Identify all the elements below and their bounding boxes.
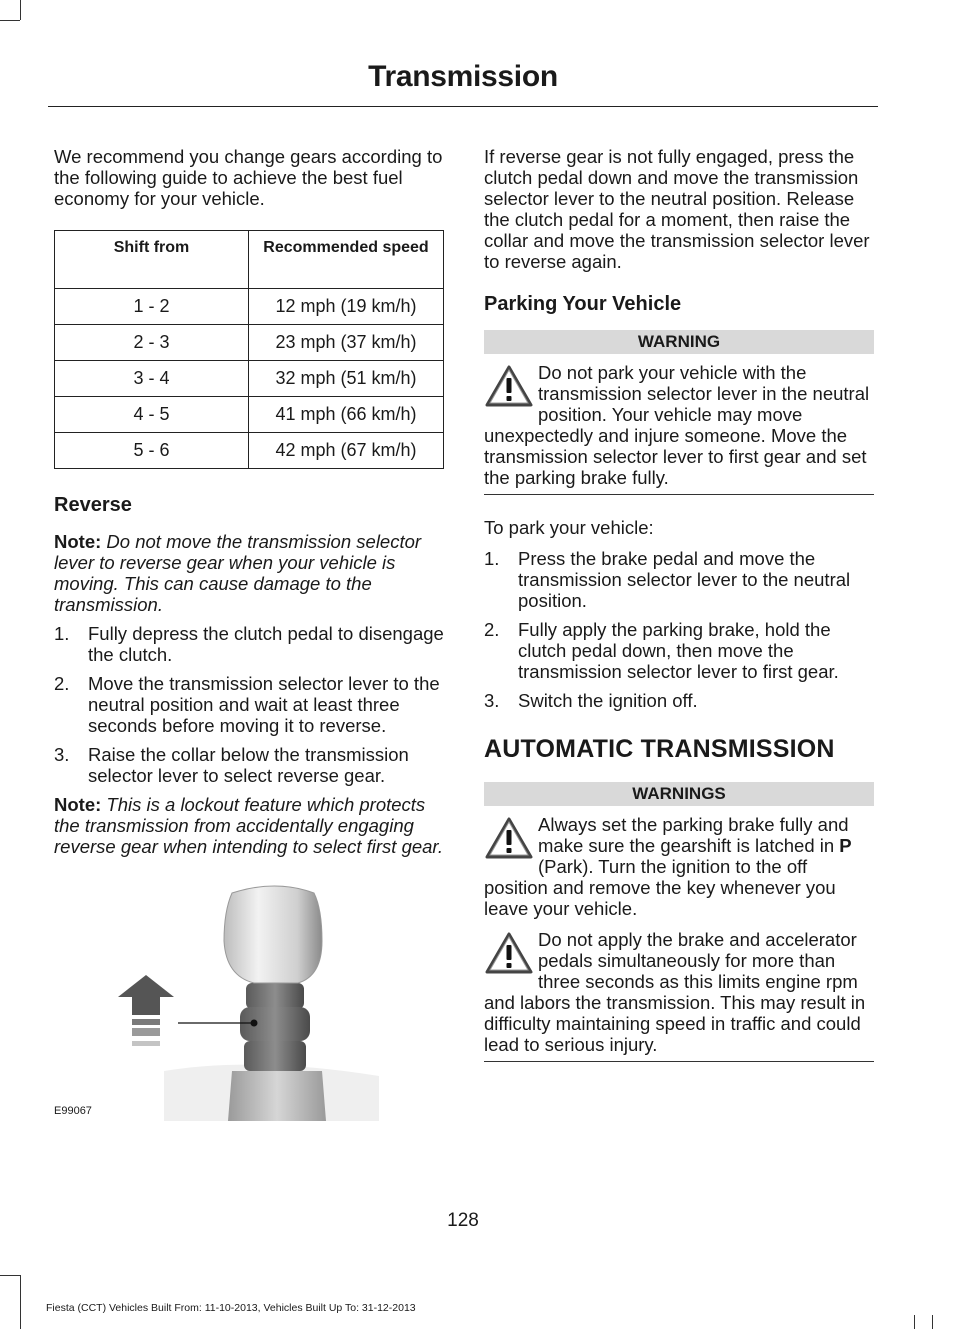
automatic-transmission-heading: AUTOMATIC TRANSMISSION — [484, 735, 835, 763]
reverse-continued-paragraph: If reverse gear is not fully engaged, press the clutch pedal down and move the transmission selector lever to the neutral position. Release the clutch pedal for a moment, then raise the collar and move the transmission selector lever to reverse again. — [484, 146, 870, 272]
table-cell-speed: 23 mph (37 km/h) — [249, 325, 444, 361]
park-intro: To park your vehicle: — [484, 517, 654, 538]
crop-mark — [914, 1315, 915, 1329]
park-letter: P — [839, 835, 852, 856]
step-number: 2. — [484, 619, 500, 640]
right-column — [484, 146, 874, 1084]
left-column — [54, 146, 444, 1121]
note-text: This is a lockout feature which protects the transmission from accidentally engaging reverse gear when intending to select first gear. — [54, 794, 444, 857]
warning-text-part: Always set the parking brake fully and make sure the gearshift is latched in — [538, 814, 849, 856]
step-text: Fully apply the parking brake, hold the clutch pedal down, then move the transmission selector lever to first gear. — [518, 619, 839, 682]
table-row — [55, 397, 444, 433]
warning-text: Do not park your vehicle with the transmission selector lever in the neutral position. Your vehicle may move unexpectedly and injure someone. Move the transmission selector lever to first gear and set the parking brake fully. — [484, 362, 870, 488]
crop-mark — [20, 1275, 21, 1329]
note-label: Note: — [54, 531, 102, 552]
list-item — [484, 619, 874, 682]
step-number: 1. — [484, 548, 500, 569]
note-label: Note: — [54, 794, 102, 815]
table-header-shift-from: Shift from — [55, 231, 249, 289]
page-footer: Fiesta (CCT) Vehicles Built From: 11-10-2013, Vehicles Built Up To: 31-12-2013 — [46, 1302, 416, 1314]
table-cell-shift: 4 - 5 — [55, 397, 249, 433]
table-row — [55, 289, 444, 325]
table-cell-shift: 5 - 6 — [55, 433, 249, 469]
page-title: Transmission — [368, 60, 558, 93]
reverse-note — [54, 531, 444, 615]
gear-shift-table — [54, 230, 444, 469]
figure-code: E99067 — [54, 1105, 92, 1117]
step-text: Switch the ignition off. — [518, 690, 698, 711]
crop-mark — [932, 1315, 933, 1329]
list-item — [54, 623, 444, 665]
warnings-label: WARNINGS — [484, 782, 874, 806]
step-text: Fully depress the clutch pedal to disengage the clutch. — [88, 623, 444, 665]
step-number: 3. — [54, 744, 70, 765]
reverse-heading: Reverse — [54, 494, 132, 516]
gear-lever-image — [54, 871, 384, 1121]
crop-mark — [0, 1275, 20, 1276]
table-cell-speed: 42 mph (67 km/h) — [249, 433, 444, 469]
warning-text — [484, 814, 874, 919]
table-header-row — [55, 231, 444, 289]
warning-triangle-icon — [484, 364, 534, 408]
table-cell-shift: 1 - 2 — [55, 289, 249, 325]
step-number: 3. — [484, 690, 500, 711]
table-row — [55, 361, 444, 397]
step-text: Move the transmission selector lever to the neutral position and wait at least three seconds before moving it to reverse. — [88, 673, 440, 736]
warning-triangle-icon — [484, 816, 534, 860]
list-item — [54, 744, 444, 786]
table-cell-shift: 2 - 3 — [55, 325, 249, 361]
step-text: Raise the collar below the transmission selector lever to select reverse gear. — [88, 744, 409, 786]
gear-lever-illustration — [54, 871, 384, 1121]
warning-label: WARNING — [484, 330, 874, 354]
warning-triangle-icon — [484, 931, 534, 975]
note-text: Do not move the transmission selector lever to reverse gear when your vehicle is moving. This can cause damage to the transmission. — [54, 531, 422, 615]
list-item — [54, 673, 444, 736]
table-row — [55, 325, 444, 361]
step-number: 1. — [54, 623, 70, 644]
parking-steps-list — [484, 548, 874, 711]
list-item — [484, 548, 874, 611]
table-cell-speed: 32 mph (51 km/h) — [249, 361, 444, 397]
parking-warning — [484, 362, 874, 495]
table-row — [55, 433, 444, 469]
step-text: Press the brake pedal and move the transmission selector lever to the neutral position. — [518, 548, 851, 611]
list-item — [484, 690, 874, 711]
intro-paragraph: We recommend you change gears according to the following guide to achieve the best fuel economy for your vehicle. — [54, 146, 443, 209]
table-cell-speed: 12 mph (19 km/h) — [249, 289, 444, 325]
table-cell-speed: 41 mph (66 km/h) — [249, 397, 444, 433]
lockout-note — [54, 794, 444, 857]
parking-heading: Parking Your Vehicle — [484, 293, 682, 315]
reverse-steps-list — [54, 623, 444, 786]
page-number: 128 — [447, 1210, 479, 1231]
crop-mark — [0, 20, 20, 21]
step-number: 2. — [54, 673, 70, 694]
automatic-warning-2 — [484, 929, 874, 1062]
warning-text-part: (Park). Turn the ignition to the off position and remove the key whenever you leave your vehicle. — [484, 856, 836, 919]
title-divider — [48, 106, 878, 107]
automatic-warning-1 — [484, 814, 874, 919]
table-header-recommended-speed: Recommended speed — [249, 231, 444, 289]
table-cell-shift: 3 - 4 — [55, 361, 249, 397]
crop-mark — [20, 0, 21, 20]
warning-text: Do not apply the brake and accelerator pedals simultaneously for more than three seconds as this limits engine rpm and labors the transmission. This may result in difficulty maintaining speed in traffic and could lead to serious injury. — [484, 929, 866, 1055]
